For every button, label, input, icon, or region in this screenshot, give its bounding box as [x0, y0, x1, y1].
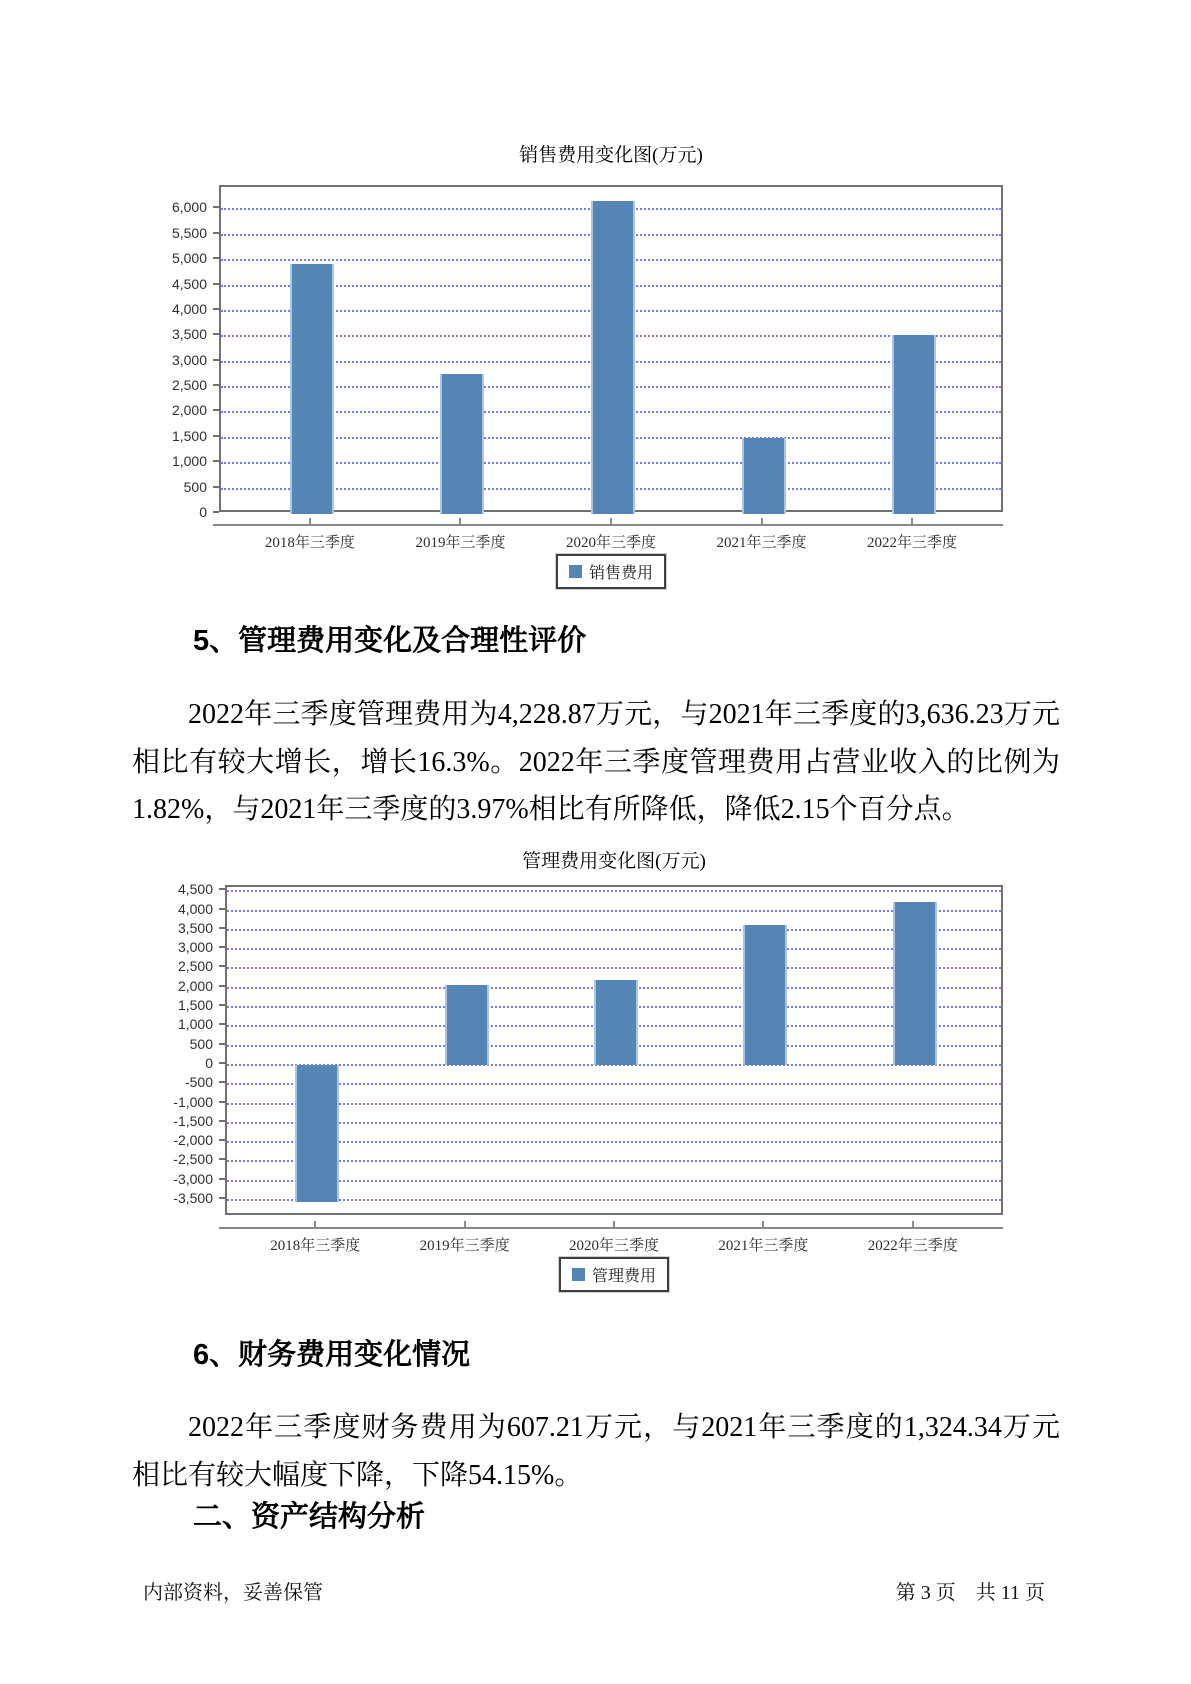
y-tick-mark [219, 1139, 225, 1141]
y-tick-mark [219, 1120, 225, 1122]
x-tick-mark [464, 1221, 466, 1228]
y-tick-label: 4,500 [177, 881, 213, 898]
y-tick-mark [219, 1023, 225, 1025]
y-tick-label: 1,500 [171, 427, 207, 444]
y-tick-mark [219, 1004, 225, 1006]
paragraph-admin-expense: 2022年三季度管理费用为4,228.87万元，与2021年三季度的3,636.23万元相比有较大增长，增长16.3%。2022年三季度管理费用占营业收入的比例为1.82%，与2021年三季度的3.97%相比有所降低，降低2.15个百分点。 [132, 699, 1060, 825]
gridline [227, 948, 1001, 950]
y-tick-label: -500 [184, 1074, 213, 1091]
x-tick-mark [613, 1221, 615, 1228]
section-heading-5: 5、管理费用变化及合理性评价 [193, 625, 587, 657]
gridline [227, 1141, 1001, 1143]
gridline [227, 1122, 1001, 1124]
y-tick-mark [219, 1197, 225, 1199]
y-tick-label: 2,000 [171, 402, 207, 419]
y-tick-label: 500 [189, 1035, 213, 1052]
x-category-label: 2021年三季度 [718, 1238, 809, 1254]
plot-area [225, 885, 1003, 1215]
gridline [227, 1180, 1001, 1182]
chart-title: 管理费用变化图(万元) [522, 851, 706, 872]
gridline [227, 929, 1001, 931]
x-category-label: 2018年三季度 [264, 535, 355, 551]
x-tick-mark [314, 1221, 316, 1228]
gridline [227, 890, 1001, 892]
y-tick-label: -1,500 [173, 1112, 213, 1129]
footer-page-number: 第 3 页 共 11 页 [895, 1582, 1045, 1604]
x-category-label: 2020年三季度 [568, 1238, 659, 1254]
y-tick-label: -3,500 [173, 1190, 213, 1207]
y-tick-mark [219, 965, 225, 967]
y-tick-mark [219, 1178, 225, 1180]
x-category-label: 2018年三季度 [270, 1238, 361, 1254]
y-tick-mark [219, 888, 225, 890]
section-heading-6: 6、财务费用变化情况 [193, 1339, 471, 1371]
y-tick-label: -1,000 [173, 1093, 213, 1110]
y-tick-label: 3,000 [177, 939, 213, 956]
x-category-label: 2019年三季度 [419, 1238, 510, 1254]
y-tick-mark [219, 908, 225, 910]
legend-label: 管理费用 [591, 1268, 657, 1285]
x-tick-mark [762, 1221, 764, 1228]
y-tick-label: 0 [199, 504, 207, 520]
legend-swatch [572, 1268, 585, 1281]
section-heading-assets: 二、资产结构分析 [193, 1501, 426, 1533]
y-tick-label: 0 [205, 1054, 213, 1071]
gridline [227, 1083, 1001, 1085]
y-tick-label: 3,500 [171, 326, 207, 343]
x-category-label: 2022年三季度 [867, 535, 958, 551]
bar-2020年三季度 [594, 980, 638, 1065]
y-tick-label: 2,500 [177, 958, 213, 975]
y-tick-label: 1,500 [177, 997, 213, 1014]
gridline [227, 1160, 1001, 1162]
y-tick-label: 1,000 [177, 1016, 213, 1033]
gridline [227, 910, 1001, 912]
y-tick-mark [219, 946, 225, 948]
paragraph-finance-expense: 2022年三季度财务费用为607.21万元，与2021年三季度的1,324.34万元相比有较大幅度下降，下降54.15%。 [132, 1412, 1060, 1491]
bar-2019年三季度 [445, 985, 489, 1065]
y-tick-mark [219, 1158, 225, 1160]
legend-label: 销售费用 [588, 565, 654, 582]
footer-confidential-note: 内部资料，妥善保管 [143, 1582, 323, 1604]
legend [559, 1257, 669, 1292]
y-tick-label: 4,500 [171, 275, 207, 292]
y-tick-label: 4,000 [177, 900, 213, 917]
y-tick-label: 3,500 [177, 919, 213, 936]
y-tick-mark [219, 1081, 225, 1083]
y-tick-label: 2,500 [171, 377, 207, 394]
y-tick-label: 1,000 [171, 453, 207, 470]
y-tick-label: -2,500 [173, 1151, 213, 1168]
y-tick-label: 500 [183, 478, 207, 495]
gridline [227, 1199, 1001, 1201]
y-tick-label: 4,000 [171, 300, 207, 317]
y-tick-mark [219, 985, 225, 987]
bar-2022年三季度 [893, 902, 937, 1065]
y-tick-mark [219, 1101, 225, 1103]
gridline [227, 1103, 1001, 1105]
bar-2018年三季度 [295, 1065, 339, 1202]
y-tick-mark [219, 1062, 225, 1064]
bar-2021年三季度 [743, 925, 787, 1065]
x-category-label: 2022年三季度 [867, 1238, 958, 1254]
y-tick-label: -2,000 [173, 1132, 213, 1149]
chart-title: 销售费用变化图(万元) [519, 145, 703, 166]
x-axis-line [219, 1227, 1003, 1229]
y-tick-label: 3,000 [171, 351, 207, 368]
y-tick-label: 2,000 [177, 977, 213, 994]
y-tick-mark [219, 1043, 225, 1045]
y-tick-mark [219, 927, 225, 929]
y-tick-label: 6,000 [171, 199, 207, 216]
y-tick-label: 5,500 [171, 224, 207, 241]
x-category-label: 2021年三季度 [716, 535, 807, 551]
x-tick-mark [912, 1221, 914, 1228]
y-tick-label: 5,000 [171, 250, 207, 267]
gridline [227, 967, 1001, 969]
y-tick-label: -3,000 [173, 1170, 213, 1187]
x-category-label: 2019年三季度 [415, 535, 506, 551]
x-category-label: 2020年三季度 [565, 535, 656, 551]
